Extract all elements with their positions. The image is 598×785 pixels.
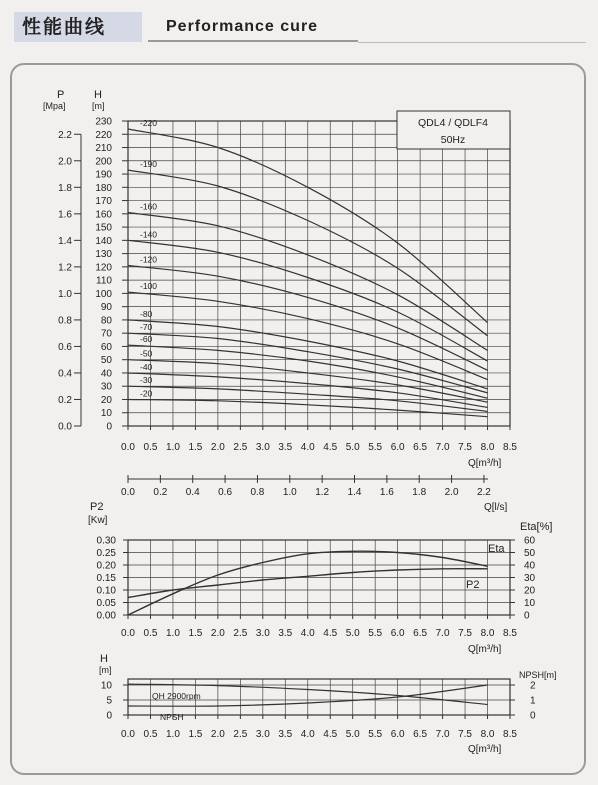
h-tick-label: 40 <box>100 368 112 380</box>
p-tick-label: 1.2 <box>58 262 72 274</box>
q-xtick-label: 2.5 <box>233 442 248 453</box>
q-xtick-label: 3.0 <box>255 729 270 740</box>
q-axis-title: Q[m³/h] <box>468 744 502 755</box>
h-tick-label: 70 <box>100 328 112 340</box>
q-xtick-label: 8.5 <box>503 729 517 740</box>
h-tick-label: 210 <box>95 143 112 155</box>
npsh-tick-label: 0 <box>530 710 536 722</box>
q2-tick-label: 2.0 <box>444 487 459 498</box>
eta-tick-label: 10 <box>524 598 536 609</box>
q2-tick-label: 0.8 <box>250 487 265 498</box>
h-tick-label: 110 <box>96 275 112 287</box>
q-xtick-label: 1.5 <box>188 729 203 740</box>
p2-tick-label: 0.30 <box>96 535 116 547</box>
p-tick-label: 1.6 <box>58 209 72 221</box>
h3-tick-label: 0 <box>106 710 112 722</box>
q-xtick-label: 3.5 <box>278 628 293 639</box>
h-tick-label: 160 <box>95 209 112 221</box>
q-xtick-label: 1.0 <box>165 442 180 453</box>
p-tick-label: 1.8 <box>58 182 72 194</box>
q-xtick-label: 7.0 <box>435 442 450 453</box>
p-axis-title: P <box>57 89 65 101</box>
q-xtick-label: 5.5 <box>368 729 383 740</box>
eta-axis-title: Eta[%] <box>520 521 553 533</box>
q-xtick-label: 7.5 <box>458 442 473 453</box>
q-xtick-label: 3.5 <box>278 729 293 740</box>
p2-tick-label: 0.00 <box>96 610 116 622</box>
head-curve-label: -160 <box>140 201 158 212</box>
h-tick-label: 30 <box>100 381 112 393</box>
p2-tick-label: 0.10 <box>96 585 116 597</box>
p-axis-unit: [Mpa] <box>43 101 66 111</box>
q-xtick-label: 5.0 <box>345 442 360 453</box>
p2-tick-label: 0.05 <box>96 598 116 609</box>
eta-tick-label: 60 <box>524 535 536 547</box>
h-tick-label: 150 <box>95 222 112 234</box>
title-cn: 性能曲线 <box>14 12 142 42</box>
h-tick-label: 200 <box>95 156 112 168</box>
q-xtick-label: 5.0 <box>345 628 360 639</box>
npsh-tick-label: 2 <box>530 680 536 692</box>
q2-tick-label: 1.6 <box>379 487 394 498</box>
q-xtick-label: 7.0 <box>435 628 450 639</box>
q-xtick-label: 2.0 <box>210 628 225 639</box>
q-xtick-label: 4.5 <box>323 729 338 740</box>
q-xtick-label: 1.5 <box>188 628 203 639</box>
head-curve-label: -140 <box>140 229 158 240</box>
head-curve-label: -220 <box>140 117 158 128</box>
q-xtick-label: 2.5 <box>233 729 248 740</box>
eta-tick-label: 20 <box>524 585 536 597</box>
p-tick-label: 2.2 <box>58 129 72 141</box>
q-xtick-label: 7.5 <box>458 729 473 740</box>
h-axis-unit: [m] <box>92 101 105 111</box>
p2-tick-label: 0.15 <box>96 573 116 584</box>
h-tick-label: 0 <box>106 421 112 433</box>
p-tick-label: 0.0 <box>58 421 72 433</box>
head-curve-label: -20 <box>140 388 153 399</box>
h3-axis-title: H <box>100 653 108 665</box>
q-xtick-label: 8.0 <box>480 442 495 453</box>
q-xtick-label: 0.5 <box>143 729 158 740</box>
q-xtick-label: 7.0 <box>435 729 450 740</box>
plot-border <box>128 121 510 426</box>
h-tick-label: 80 <box>100 315 112 327</box>
h-tick-label: 90 <box>100 302 112 314</box>
q-xtick-label: 5.5 <box>368 442 383 453</box>
q-xtick-label: 6.5 <box>413 729 428 740</box>
h-tick-label: 180 <box>95 182 112 194</box>
h3-tick-label: 5 <box>106 695 112 707</box>
q-xtick-label: 1.5 <box>188 442 203 453</box>
q-xtick-label: 1.0 <box>165 628 180 639</box>
head-curve-label: -30 <box>140 375 153 386</box>
h-tick-label: 50 <box>100 355 112 367</box>
q-xtick-label: 5.0 <box>345 729 360 740</box>
p-tick-label: 1.4 <box>58 235 72 247</box>
q-xtick-label: 3.5 <box>278 442 293 453</box>
head-curve-label: -190 <box>140 159 158 170</box>
q-axis-title: Q[m³/h] <box>468 458 502 469</box>
p2-tick-label: 0.25 <box>96 548 116 559</box>
q-xtick-label: 2.0 <box>210 729 225 740</box>
head-curve-label: -120 <box>140 254 158 265</box>
q-xtick-label: 8.5 <box>503 628 517 639</box>
h3-tick-label: 10 <box>100 680 112 692</box>
p2-tick-label: 0.20 <box>96 560 116 572</box>
h-tick-label: 190 <box>95 169 112 181</box>
p-tick-label: 0.6 <box>58 341 72 353</box>
q-xtick-label: 0.5 <box>143 442 158 453</box>
npsh-curve-label: NPSH <box>160 712 184 722</box>
head-curve-label: -40 <box>140 361 153 372</box>
h-tick-label: 120 <box>95 262 112 274</box>
q2-tick-label: 1.4 <box>347 487 362 498</box>
q-xtick-label: 5.5 <box>368 628 383 639</box>
q2-tick-label: 2.2 <box>476 487 491 498</box>
head-curve-label: -50 <box>140 348 153 359</box>
h-tick-label: 220 <box>95 129 112 141</box>
q-xtick-label: 4.5 <box>323 628 338 639</box>
q-xtick-label: 6.0 <box>390 729 405 740</box>
q-xtick-label: 0.0 <box>121 442 135 453</box>
q-xtick-label: 6.0 <box>390 442 405 453</box>
q-xtick-label: 0.5 <box>143 628 158 639</box>
q-xtick-label: 0.0 <box>121 628 135 639</box>
q-xtick-label: 8.0 <box>480 729 495 740</box>
model-label: QDL4 / QDLF4 <box>417 117 489 129</box>
p-tick-label: 0.8 <box>58 315 72 327</box>
qh-curve-label: QH 2900rpm <box>152 691 201 701</box>
q-xtick-label: 2.5 <box>233 628 248 639</box>
eta-tick-label: 30 <box>524 573 536 584</box>
q2-tick-label: 1.0 <box>282 487 297 498</box>
p2-axis-title: P2 <box>90 501 104 513</box>
npsh-axis-title: NPSH[m] <box>519 670 557 680</box>
q-xtick-label: 4.5 <box>323 442 338 453</box>
head-curve-label: -70 <box>140 322 153 333</box>
q-xtick-label: 1.0 <box>165 729 180 740</box>
q2-tick-label: 0.0 <box>121 487 135 498</box>
q-xtick-label: 8.5 <box>503 442 517 453</box>
q2-axis-title: Q[l/s] <box>484 502 508 513</box>
q-xtick-label: 6.5 <box>413 628 428 639</box>
h-tick-label: 60 <box>100 341 112 353</box>
eta-tick-label: 40 <box>524 560 536 572</box>
head-curve-label: -60 <box>140 334 153 345</box>
q2-tick-label: 1.8 <box>412 487 427 498</box>
q-xtick-label: 7.5 <box>458 628 473 639</box>
q-xtick-label: 0.0 <box>121 729 135 740</box>
h-tick-label: 170 <box>95 196 112 208</box>
q-xtick-label: 3.0 <box>255 442 270 453</box>
p2-curve-label: P2 <box>466 579 480 591</box>
head-curve-label: -80 <box>140 308 153 319</box>
h-tick-label: 100 <box>95 288 112 300</box>
q-xtick-label: 4.0 <box>300 628 315 639</box>
q-xtick-label: 3.0 <box>255 628 270 639</box>
p-tick-label: 1.0 <box>58 288 72 300</box>
title-en: Performance cure <box>148 12 358 42</box>
h-tick-label: 230 <box>95 116 112 128</box>
h-tick-label: 10 <box>100 408 112 420</box>
frequency-label: 50Hz <box>440 134 466 146</box>
h-axis-title: H <box>94 89 102 101</box>
p-tick-label: 0.2 <box>58 394 72 406</box>
q-xtick-label: 4.0 <box>300 442 315 453</box>
eta-tick-label: 50 <box>524 548 536 559</box>
q-xtick-label: 6.0 <box>390 628 405 639</box>
p2-axis-unit: [Kw] <box>88 515 108 526</box>
q-xtick-label: 4.0 <box>300 729 315 740</box>
eta-tick-label: 0 <box>524 610 530 622</box>
h-tick-label: 20 <box>100 394 112 406</box>
q2-tick-label: 0.4 <box>185 487 200 498</box>
q2-tick-label: 0.2 <box>153 487 168 498</box>
npsh-tick-label: 1 <box>530 695 536 707</box>
eta-curve-label: Eta <box>488 543 505 555</box>
q2-tick-label: 0.6 <box>218 487 233 498</box>
q-xtick-label: 8.0 <box>480 628 495 639</box>
head-curve-label: -100 <box>140 281 158 292</box>
q-axis-title: Q[m³/h] <box>468 644 502 655</box>
h-tick-label: 140 <box>95 235 112 247</box>
h3-axis-unit: [m] <box>99 665 112 675</box>
q2-tick-label: 1.2 <box>315 487 330 498</box>
h-tick-label: 130 <box>95 249 112 261</box>
p-tick-label: 0.4 <box>58 368 72 380</box>
p-tick-label: 2.0 <box>58 156 72 168</box>
q-xtick-label: 6.5 <box>413 442 428 453</box>
q-xtick-label: 2.0 <box>210 442 225 453</box>
